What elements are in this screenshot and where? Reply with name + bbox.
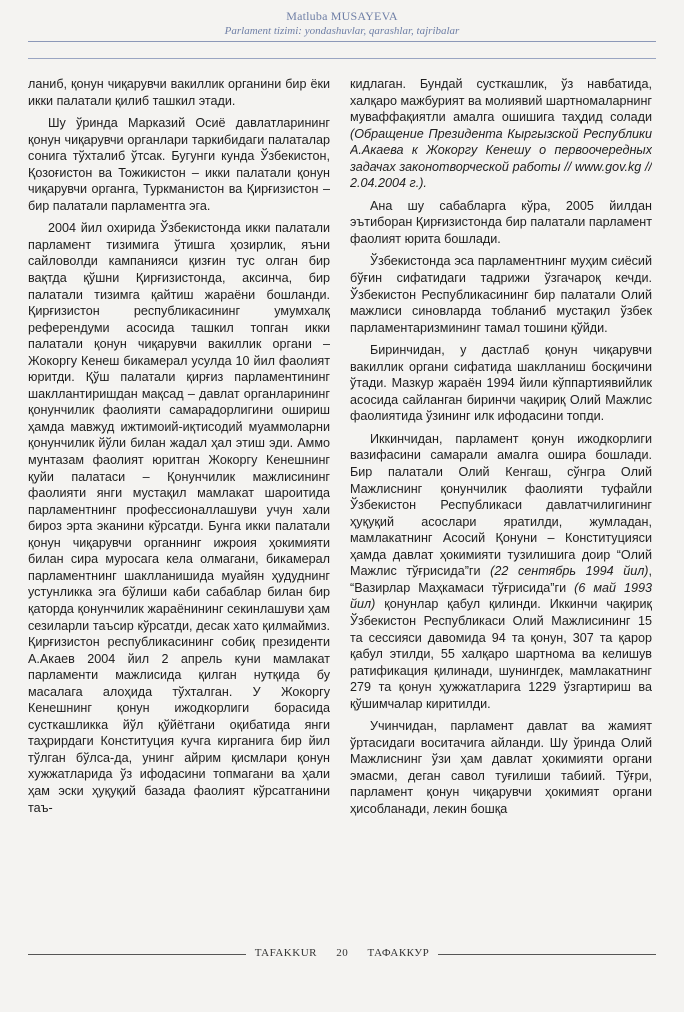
footer-rule-left (28, 954, 246, 955)
paragraph: Биринчидан, у дастлаб қонун чиқарувчи вакиллик органи сифатида шаклланиш босқичини ўтади. Мазкур жараён 1994 йили кўппартиявийлик асосида сайланган биринчи чақириқ Олий Мажлис фаолиятида ўзининг илк ифодасини топди. (350, 343, 652, 424)
right-column (350, 76, 652, 936)
paragraph: Шу ўринда Марказий Осиё давлатларининг қонун чиқарувчи органлари таркибидаги палаталар сонига тўхталиб ўтсак. Бугунги кунда Ўзбекистон, Қозоғистон ва Тожикистон – икки палатали қонун чиқарувчи органга, Туркманистон ва Қирғизистон – бир палатали парламентга эга. (28, 116, 330, 213)
paragraph: Учинчидан, парламент давлат ва жамият ўртасидаги воситачига айланди. Шу ўринда Олий Мажлиснинг ўзи ҳам давлат ҳокимияти органи эмасми, деган савол туғилиши табиий. Тўғри, парламент қонун чиқарувчи ҳокимият органи ҳисобланади, лекин бошқа (350, 719, 652, 816)
paragraph-text: Иккинчидан, парламент қонун ижодкорлиги вазифасини самарали амалга ошира бошлади. Бир палатали Олий Кенгаш, сўнгра Олий Мажлиснинг қонунчилик фаолияти туфайли Ўзбекистон Республикаси давлатчилигининг ҳуқуқий асослари яратилди, жумладан, мамлакатнинг Асосий Қонуни – Конституцияси ҳамда давлат ҳокимияти тузилишига доир “Олий Мажлис тўғрисида”ги (350, 431, 652, 579)
header-subtitle: Parlament tizimi: yondashuvlar, qarashlar, tajribalar (224, 25, 460, 37)
citation: (Обращение Президента Кыргызской Республики А.Акаева к Жокоргу Кенешу о первоочередных задачах законотворческой работы // www.gov.kg // 2.04.2004 г.). (350, 126, 652, 191)
date-note: (22 сентябрь 1994 йил) (490, 564, 649, 579)
paragraph (350, 76, 652, 192)
left-column (28, 76, 330, 936)
footer-rule-right (438, 954, 656, 955)
paragraph: ланиб, қонун чиқарувчи вакиллик органини бир ёки икки палатали қилиб ташкил этади. (28, 77, 330, 108)
footer-center (246, 947, 438, 959)
header-rule (28, 41, 656, 42)
paragraph-text: қонунлар қабул қилинди. Иккинчи чақириқ Ўзбекистон Республикаси Олий Мажлисининг 15 та сессияси давомида 94 та қонун, 307 та қарор қабул этилди, 55 халқаро шартнома ва келишув ратификация қилинади, шунингдек, мамлакатнинг 279 та қонун ҳужжатларига 1229 ўзгартириш ва қўшимчалар киритилди. (350, 597, 652, 711)
paragraph-text: кидлаган. Бундай сусткашлик, ўз навбатида, халқаро мажбурият ва молиявий шартномаларнинг муваффақиятли амалга ошишига таҳдид солади (350, 77, 652, 125)
paragraph-text: , “Вазирлар Маҳкамаси тўғрисида”ги (350, 564, 652, 595)
header-author: Matluba MUSAYEVA (286, 9, 398, 23)
paragraph: Ана шу сабабларга кўра, 2005 йилдан эътиборан Қирғизистонда бир палатали парламент фаолият юрита бошлади. (350, 198, 652, 246)
footer-label-latin: TAFAKKUR (254, 947, 317, 959)
paragraph (350, 431, 652, 712)
paragraph: Ўзбекистонда эса парламентнинг муҳим сиёсий бўғин сифатидаги тадрижи ўзгачароқ кечди. Ўзбекистон Республикасининг бир палатали Олий мажлиси синовларда тобланиб мустақил ўзбек парламентаризмининг тамал тошини қўйди. (350, 254, 652, 335)
footer-label-cyrillic: ТАФАККУР (367, 947, 430, 959)
header-rule-bottom (28, 58, 656, 59)
date-note: (6 май 1993 йил) (350, 580, 652, 612)
page-number: 20 (336, 947, 349, 959)
running-footer (28, 944, 656, 964)
paragraph: 2004 йил охирида Ўзбекистонда икки палатали парламент тизимига ўтишга ҳозирлик, яъни сайловолди кампанияси қизғин тус олган бир вақтда қўшни Қирғизистонда, аксинча, бир палатали тизимга қайтиш жараёни бошланди. Қирғизистон республикасининг умумхалқ референдуми асосида ташкил топган икки палатали қонун чиқарувчи вакиллик органи – Жокоргу Кенеш бикамерал усулда 10 йил фаолият юритди. Қўш палатали қирғиз парламентининг шакллантиришдан мақсад – давлат органларининг қонунчилик фаолияти самарадорлигини ошириш ҳамда мавжуд ижтимоий-иқтисодий муаммоларни қонунчилик йўли билан жадал ҳал этиш эди. Аммо мунтазам фаолият юритган Жокоргу Кенешнинг қуйи палатаси – Қонунчилик мажлисининг фаолияти янги мустақил мамлакат шароитида парламентнинг профессионаллашуви учун хали бироз эрта эканини кўрсатди. Бунга икки палатали қонун чиқарувчи органнинг ижроия ҳокимияти билан сира муросага кела олмагани, бикамерал парламентнинг шаклланишида муайян ҳудуднинг устунликка эга бўлиши каби сабаблар билан бир қаторда қонунчилик жараёнининг секинлашуви ҳам сезиларли таъсир кўрсатди, десак хато қилмаймиз. Қирғизистон республикасининг собиқ президенти А.Акаев 2004 йил 2 апрель куни мамлакат парламенти мажлисида қилган нутқида бу масалага алоҳида тўхталган. У Жокоргу Кенешнинг қонун ижодкорлиги борасида сусткашликка йўл қўйётгани оқибатида янги таҳрирдаги Конституция кучга кирганига бир йил тўлган бўлса-да, унинг айрим қисмлари қонун хужжатларида ўз ифодасини топмагани ва ҳали ҳам эски ҳуқуқий базада фаолият кўрсатганини таъ- (28, 221, 330, 815)
running-header (28, 8, 656, 38)
